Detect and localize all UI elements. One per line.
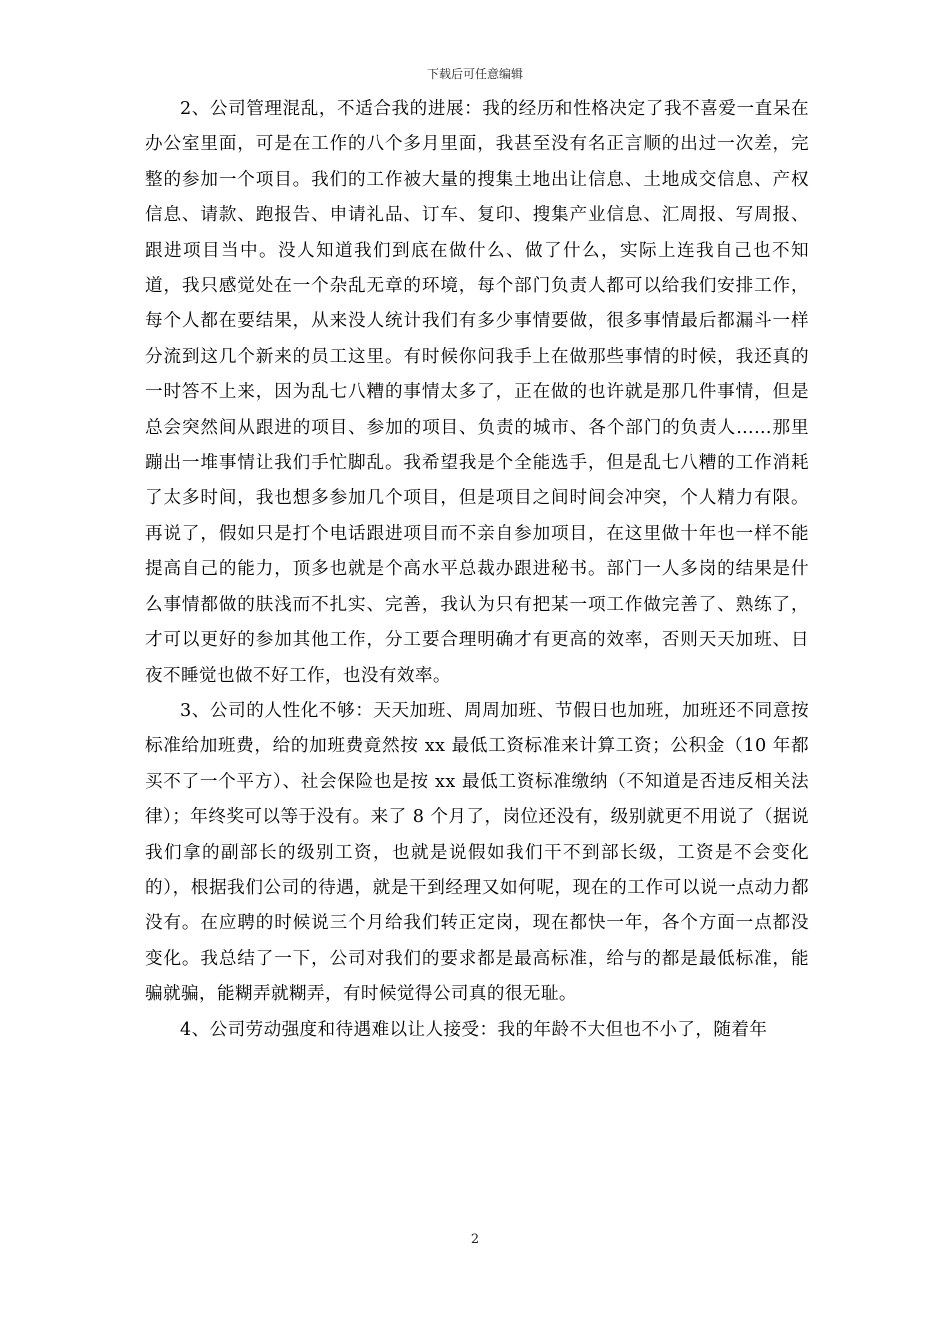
- document-body: [145, 92, 809, 1048]
- page-number: 2: [470, 1232, 480, 1247]
- page-header: 下载后可任意编辑: [426, 67, 523, 81]
- paragraph-2: 2、公司管理混乱，不适合我的进展：我的经历和性格决定了我不喜爱一直呆在办公室里面，可是在工作的八个多月里面，我甚至没有名正言顺的出过一次差，完整的参加一个项目。我们的工作被大量的搜集土地出让信息、土地成交信息、产权信息、请款、跑报告、申请礼品、订车、复印、搜集产业信息、汇周报、写周报、跟进项目当中。没人知道我们到底在做什么、做了什么，实际上连我自己也不知道，我只感觉处在一个杂乱无章的环境，每个部门负责人都可以给我们安排工作，每个人都在要结果，从来没人统计我们有多少事情要做，很多事情最后都漏斗一样分流到这几个新来的员工这里。有时候你问我手上在做那些事情的时候，我还真的一时答不上来，因为乱七八糟的事情太多了，正在做的也许就是那几件事情，但是总会突然间从跟进的项目、参加的项目、负责的城市、各个部门的负责人……那里蹦出一堆事情让我们手忙脚乱。我希望我是个全能选手，但是乱七八糟的工作消耗了太多时间，我也想多参加几个项目，但是项目之间时间会冲突，个人精力有限。再说了，假如只是打个电话跟进项目而不亲自参加项目，在这里做十年也一样不能提高自己的能力，顶多也就是个高水平总裁办跟进秘书。部门一人多岗的结果是什么事情都做的肤浅而不扎实、完善，我认为只有把某一项工作做完善了、熟练了，才可以更好的参加其他工作，分工要合理明确才有更高的效率，否则天天加班、日夜不睡觉也做不好工作，也没有效率。: [145, 99, 809, 686]
- paragraph-3: 3、公司的人性化不够：天天加班、周周加班、节假日也加班，加班还不同意按标准给加班费，给的加班费竟然按 xx 最低工资标准来计算工资；公积金（10 年都买不了一个平方）、社会保险也是按 xx 最低工资标准缴纳（不知道是否违反相关法律）；年终奖可以等于没有。来了 8 个月了，岗位还没有，级别就更不用说了（据说我们拿的副部长的级别工资，也就是说假如我们干不到部长级，工资是不会变化的），根据我们公司的待遇，就是干到经理又如何呢，现在的工作可以说一点动力都没有。在应聘的时候说三个月给我们转正定岗，现在都快一年，各个方面一点都没变化。我总结了一下，公司对我们的要求都是最高标准，给与的都是最低标准，能骗就骗，能糊弄就糊弄，有时候觉得公司真的很无耻。: [145, 700, 809, 1005]
- paragraph-4: 4、公司劳动强度和待遇难以让人接受：我的年龄不大但也不小了，随着年: [180, 1019, 768, 1040]
